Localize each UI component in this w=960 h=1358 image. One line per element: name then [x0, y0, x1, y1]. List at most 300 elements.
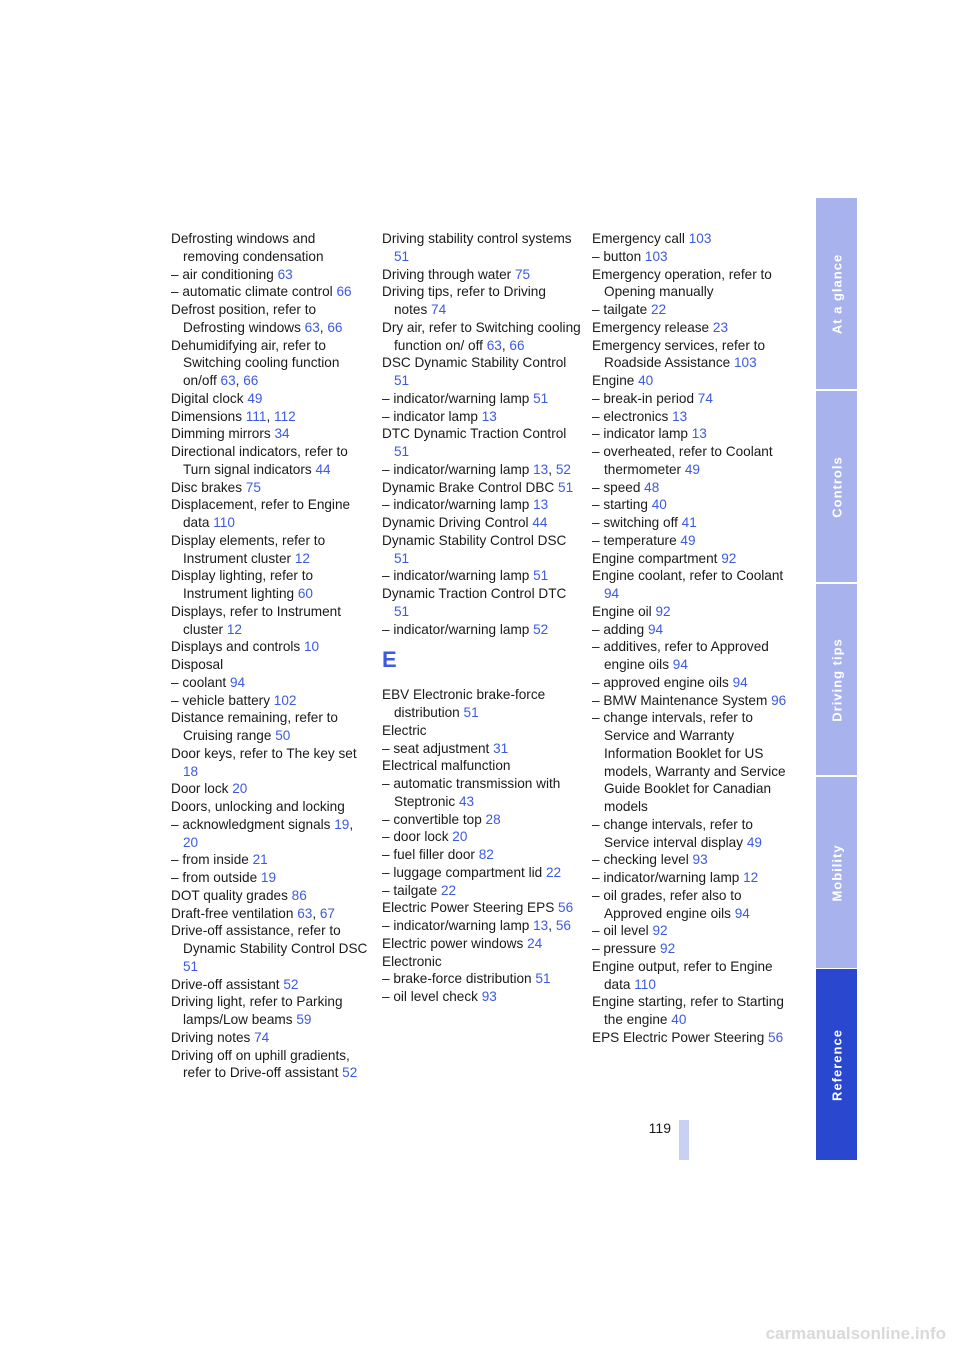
index-entry-text: – from outside	[171, 870, 258, 885]
page-link[interactable]: 19	[334, 816, 350, 832]
index-entry-text: – indicator/warning lamp	[382, 621, 530, 637]
page-link[interactable]: 51	[394, 444, 410, 459]
index-entry	[592, 248, 792, 266]
index-entry	[592, 674, 792, 692]
index-entry-text: Dry air, refer to Switching cooling function on/ off	[382, 319, 581, 353]
index-entry: Draft-free ventilation 63, 67	[171, 905, 335, 921]
tab-at-a-glance[interactable]	[816, 198, 857, 389]
page-link[interactable]: 40	[651, 497, 667, 513]
index-entry	[382, 970, 582, 988]
index-entry-text: – indicator/warning lamp	[382, 390, 530, 406]
index-entry-text: Dimming mirrors	[171, 426, 271, 442]
index-entry	[171, 1029, 371, 1047]
page-link[interactable]: 66	[327, 319, 343, 335]
index-entry	[592, 993, 792, 1029]
page-link[interactable]: 34	[274, 426, 290, 442]
index-entry	[171, 479, 371, 497]
page-link[interactable]: 51	[394, 373, 410, 388]
page-link[interactable]: 63	[297, 905, 313, 921]
index-entry	[592, 567, 792, 603]
page-link[interactable]: 51	[558, 479, 574, 495]
page-link[interactable]: 59	[296, 1012, 312, 1027]
index-entry-text: Distance remaining, refer to Cruising range	[171, 710, 338, 743]
page-link[interactable]: 52	[533, 621, 549, 637]
index-entry	[171, 674, 371, 692]
index-entry-text: – fuel filler door	[382, 847, 475, 862]
index-entry-text: Digital clock	[171, 390, 244, 406]
page-link[interactable]: 111	[245, 408, 267, 424]
page-link[interactable]: 12	[294, 550, 310, 566]
index-entry	[382, 532, 582, 568]
index-column-2	[382, 230, 582, 1006]
index-entry-text: DTC Dynamic Traction Control	[382, 426, 567, 442]
index-entry-text: Engine coolant, refer to Coolant	[592, 568, 784, 584]
index-entry	[382, 722, 582, 740]
index-entry	[592, 603, 792, 621]
index-entry	[592, 266, 792, 302]
index-entry-text: – seat adjustment	[382, 740, 490, 756]
page-link[interactable]: 20	[452, 829, 468, 845]
index-entry	[592, 887, 792, 923]
index-entry	[171, 496, 371, 532]
page-link[interactable]: 66	[243, 373, 259, 388]
page-number: 119	[648, 1120, 671, 1136]
index-entry	[171, 922, 371, 975]
index-entry	[171, 709, 371, 745]
index-entry-text: – starting	[592, 497, 648, 513]
index-entry-text: – indicator/warning lamp	[382, 568, 530, 584]
index-entry-text: Displays, refer to Instrument cluster	[171, 603, 341, 637]
page-link[interactable]: 28	[485, 811, 501, 827]
page-link[interactable]: 94	[229, 674, 246, 690]
page-link[interactable]: 13	[533, 461, 549, 477]
page-number-bar	[679, 1120, 689, 1160]
index-entry-text: – brake-force distribution	[382, 971, 532, 987]
page-link[interactable]: 40	[671, 1012, 687, 1027]
index-entry	[592, 958, 792, 994]
index-entry-text: Emergency operation, refer to Opening manually	[592, 266, 772, 300]
page-link[interactable]: 74	[431, 302, 447, 317]
index-entry-text: DOT quality grades	[171, 887, 288, 903]
index-entry-text: – luggage compartment lid	[382, 864, 543, 880]
index-entry-text: Driving light, refer to Parking lamps/Low beams	[171, 994, 343, 1027]
page-link[interactable]: 13	[533, 497, 549, 513]
index-entry-text: Driving off on uphill gradients, refer to Drive-off assistant	[171, 1047, 350, 1081]
page-link[interactable]: 22	[440, 882, 457, 898]
page-link[interactable]: 67	[319, 905, 335, 921]
index-entry-text: – indicator/warning lamp	[382, 461, 530, 477]
index-entry-text: Engine	[592, 373, 635, 388]
index-column-1	[171, 230, 371, 1082]
index-entry	[382, 828, 582, 846]
index-entry-text: Displays and controls	[171, 639, 301, 655]
index-entry-text: Driving notes	[171, 1029, 251, 1045]
index-entry-text: Dynamic Driving Control	[382, 515, 529, 530]
page-link[interactable]: 49	[746, 834, 762, 850]
tab-label: At a glance	[829, 253, 844, 334]
page-link[interactable]: 103	[688, 231, 712, 246]
index-entry	[382, 686, 582, 722]
page-link[interactable]: 92	[655, 603, 671, 619]
index-entry-text: Electric power windows	[382, 935, 524, 951]
index-entry	[382, 935, 582, 953]
index-entry	[382, 266, 582, 284]
index-entry	[592, 816, 792, 852]
page-link[interactable]: 96	[771, 692, 787, 708]
index-entry	[171, 692, 371, 710]
tab-label: Mobility	[829, 843, 844, 902]
page-link[interactable]: 110	[634, 976, 656, 992]
page-link[interactable]: 12	[226, 621, 242, 637]
section-sidebar	[816, 198, 857, 1160]
page-link[interactable]: 103	[733, 355, 757, 371]
page-link[interactable]: 44	[315, 461, 331, 477]
page-link[interactable]: 22	[650, 302, 667, 317]
index-entry-text: Directional indicators, refer to Turn signal indicators	[171, 444, 348, 477]
page-link[interactable]: 52	[555, 461, 571, 477]
index-entry-text: Draft-free ventilation	[171, 905, 294, 921]
page-link[interactable]: 94	[647, 621, 664, 637]
page-link[interactable]: 52	[342, 1065, 358, 1081]
page-link[interactable]: 102	[273, 692, 297, 708]
page-link[interactable]: 13	[533, 918, 549, 933]
index-entry-text: – indicator/warning lamp	[382, 497, 530, 513]
page-link[interactable]: 94	[672, 657, 688, 672]
index-entry	[171, 230, 371, 266]
index-entry-text: – tailgate	[382, 882, 438, 898]
index-entry-text: – indicator lamp	[592, 426, 688, 442]
index-letter-heading: E	[382, 647, 397, 673]
page-link[interactable]: 49	[680, 532, 696, 548]
page-link[interactable]: 51	[394, 550, 410, 566]
page-link[interactable]: 51	[533, 568, 549, 584]
index-entry-text: – oil level check	[382, 989, 478, 1004]
page-link[interactable]: 49	[684, 461, 700, 477]
index-entry	[382, 882, 582, 900]
index-entry	[171, 993, 371, 1029]
page-link[interactable]: 12	[743, 870, 759, 885]
index-entry-text: Disc brakes	[171, 479, 243, 495]
page-link[interactable]: 75	[245, 479, 261, 495]
index-entry-text: Dehumidifying air, refer to Switching cooling function on/off	[171, 337, 340, 388]
index-entry-text: – temperature	[592, 532, 677, 548]
index-entry	[382, 408, 582, 426]
index-entry	[592, 301, 792, 319]
index-entry	[592, 425, 792, 443]
index-entry	[592, 532, 792, 550]
index-entry	[382, 390, 582, 408]
index-entry	[382, 953, 582, 971]
index-entry-text: Dynamic Brake Control DBC	[382, 479, 555, 495]
index-entry	[171, 869, 371, 887]
page-link[interactable]: 51	[183, 958, 199, 974]
index-entry	[382, 621, 582, 639]
index-entry-text: Engine starting, refer to Starting the engine	[592, 994, 784, 1027]
tab-mobility[interactable]	[816, 777, 857, 968]
tab-label: Controls	[829, 455, 844, 518]
index-entry-text: Dimensions	[171, 408, 243, 424]
index-entry	[592, 550, 792, 568]
index-entry: – indicator/warning lamp 13, 56	[382, 918, 571, 933]
page-link[interactable]: 51	[394, 248, 410, 264]
index-entry-text: Displacement, refer to Engine data	[171, 497, 351, 530]
tab-label: Reference	[829, 1028, 844, 1101]
page-link[interactable]: 21	[252, 852, 268, 868]
page-link[interactable]: 93	[481, 989, 497, 1004]
index-entry	[382, 585, 582, 621]
index-entry-text: Display elements, refer to Instrument cluster	[171, 532, 326, 566]
index-entry-text: – tailgate	[592, 302, 648, 317]
index-entry	[382, 514, 582, 532]
index-entry	[382, 988, 582, 1006]
index-entry	[171, 638, 371, 656]
index-entry	[171, 283, 371, 301]
index-entry	[382, 283, 582, 319]
page-link[interactable]: 63	[220, 373, 236, 388]
index-entry-text: – checking level	[592, 852, 689, 868]
index-entry	[592, 337, 792, 373]
page-link[interactable]: 51	[535, 971, 551, 987]
index-entry: Defrost position, refer to Defrosting windows 63, 66	[171, 302, 343, 335]
index-entry	[171, 266, 371, 284]
page-link[interactable]: 86	[291, 887, 307, 903]
tab-label: Driving tips	[829, 637, 844, 722]
index-entry-text: – convertible top	[382, 811, 482, 827]
page-link[interactable]: 56	[558, 900, 574, 916]
index-entry	[171, 851, 371, 869]
page-link[interactable]: 82	[478, 847, 494, 862]
index-entry-text: Dynamic Stability Control DSC	[382, 532, 567, 548]
index-entry	[171, 443, 371, 479]
index-entry-text: Engine output, refer to Engine data	[592, 958, 773, 992]
index-entry-text: Door lock	[171, 781, 229, 797]
index-entry-text: – button	[592, 248, 642, 264]
page-link[interactable]: 50	[275, 728, 291, 743]
index-entry-text: Electronic	[382, 953, 442, 969]
tab-reference[interactable]	[816, 969, 857, 1160]
index-entry: – indicator/warning lamp 13, 52	[382, 461, 571, 477]
page-link[interactable]: 94	[732, 674, 748, 690]
index-column-3	[592, 230, 792, 1047]
index-entry-text: – additives, refer to Approved engine oils	[592, 639, 769, 672]
page-link[interactable]: 24	[527, 935, 543, 951]
page-link[interactable]: 93	[692, 852, 708, 868]
index-entry-text: – indicator/warning lamp	[592, 870, 740, 885]
index-entry-text: – acknowledgment signals	[171, 816, 331, 832]
index-entry-text: Drive-off assistance, refer to Dynamic Stability Control DSC	[171, 923, 368, 956]
index-entry-text: Defrosting windows and removing condensation	[171, 231, 324, 264]
index-entry-text: Disposal	[171, 657, 224, 672]
index-entry-text: Engine oil	[592, 603, 652, 619]
index-entry	[171, 567, 371, 603]
index-entry-text: – break-in period	[592, 390, 695, 406]
index-entry	[382, 846, 582, 864]
index-entry	[382, 775, 582, 811]
index-entry	[382, 740, 582, 758]
index-entry-text: Driving through water	[382, 266, 512, 282]
page-link[interactable]: 75	[514, 266, 531, 282]
index-entry	[592, 479, 792, 497]
page-link[interactable]: 74	[254, 1029, 270, 1045]
page-link[interactable]: 63	[304, 319, 320, 335]
index-entry	[171, 390, 371, 408]
index-entry-text: – from inside	[171, 852, 249, 868]
index-entry	[382, 899, 582, 917]
index-entry	[592, 514, 792, 532]
index-entry-text: Display lighting, refer to Instrument lighting	[171, 568, 314, 601]
index-entry-text: – oil grades, refer also to Approved engine oils	[592, 887, 742, 921]
page-link[interactable]: 23	[712, 319, 729, 335]
index-entry	[592, 372, 792, 390]
page-link[interactable]: 44	[532, 515, 548, 530]
index-entry-text: – speed	[592, 479, 641, 495]
index-entry: Dry air, refer to Switching cooling function on/ off 63, 66	[382, 319, 581, 353]
index-entry	[592, 940, 792, 958]
page-link[interactable]: 10	[303, 639, 320, 655]
index-entry-text: – automatic climate control	[171, 284, 333, 300]
index-entry	[382, 230, 582, 266]
index-entry	[382, 479, 582, 497]
tab-controls[interactable]	[816, 391, 857, 582]
index-entry	[592, 408, 792, 426]
index-entry	[171, 532, 371, 568]
page-link[interactable]: 60	[297, 586, 313, 601]
index-entry-text: – air conditioning	[171, 266, 274, 282]
index-entry	[592, 638, 792, 674]
index-entry-text: – BMW Maintenance System	[592, 692, 768, 708]
index-entry	[382, 425, 582, 461]
index-entry-text: Doors, unlocking and locking	[171, 799, 345, 814]
page-link[interactable]: 49	[247, 390, 263, 406]
index-entry: Dehumidifying air, refer to Switching cooling function on/off 63, 66	[171, 337, 340, 388]
page-link[interactable]: 103	[644, 248, 668, 264]
index-entry	[382, 354, 582, 390]
page-link[interactable]: 63	[486, 337, 502, 353]
index-entry	[592, 692, 792, 710]
index-entry-text: Emergency release	[592, 319, 710, 335]
index-entry-text: Door keys, refer to The key set	[171, 745, 357, 761]
index-entry-text: – adding	[592, 621, 645, 637]
index-entry	[171, 1047, 371, 1083]
page-link[interactable]: 41	[681, 515, 697, 530]
page-link[interactable]: 56	[768, 1029, 784, 1045]
index-entry-text: DSC Dynamic Stability Control	[382, 355, 567, 371]
index-entry	[592, 390, 792, 408]
page-link[interactable]: 13	[691, 426, 707, 442]
page-link[interactable]: 19	[260, 870, 277, 885]
index-entry-text: – automatic transmission with Steptronic	[382, 776, 561, 809]
page-link[interactable]: 20	[232, 781, 248, 797]
index-entry	[382, 811, 582, 829]
index-entry-text: Electrical malfunction	[382, 758, 511, 774]
page-link[interactable]: 92	[721, 550, 737, 566]
index-entry	[592, 709, 792, 816]
page-link[interactable]: 63	[277, 266, 293, 282]
index-entry-text: Dynamic Traction Control DTC	[382, 586, 567, 601]
watermark: carmanualsonline.info	[765, 1324, 946, 1343]
page-link[interactable]: 13	[481, 408, 497, 424]
tab-driving-tips[interactable]	[816, 584, 857, 775]
index-entry-text: Engine compartment	[592, 550, 718, 566]
page-link[interactable]: 20	[183, 834, 199, 850]
index-entry-text: – vehicle battery	[171, 692, 270, 708]
page-link[interactable]: 94	[604, 586, 620, 601]
page-link[interactable]: 51	[533, 390, 549, 406]
page-link[interactable]: 92	[660, 941, 676, 956]
index-entry	[592, 230, 792, 248]
page-link[interactable]: 66	[336, 284, 352, 300]
index-entry	[171, 780, 371, 798]
page-link[interactable]: 94	[734, 905, 750, 921]
page-link[interactable]: 22	[545, 864, 562, 880]
page-link[interactable]: 31	[493, 740, 509, 756]
page-link[interactable]: 56	[555, 918, 571, 933]
index-entry-text: Electric	[382, 722, 427, 738]
index-entry-text: – oil level	[592, 923, 649, 939]
page-link[interactable]: 18	[183, 763, 199, 779]
index-entry	[171, 745, 371, 781]
index-entry-text: EBV Electronic brake-force distribution	[382, 687, 546, 720]
index-entry-text: – door lock	[382, 829, 449, 845]
index-entry	[592, 1029, 792, 1047]
index-entry-text: Defrost position, refer to Defrosting windows	[171, 302, 317, 335]
page-link[interactable]: 43	[459, 793, 475, 809]
page-link[interactable]: 13	[672, 408, 688, 424]
index-entry-text: EPS Electric Power Steering	[592, 1029, 765, 1045]
page-link[interactable]: 51	[463, 705, 479, 720]
index-entry-text: Electric Power Steering EPS	[382, 900, 555, 916]
index-entry-text: – indicator/warning lamp	[382, 918, 530, 933]
index-entry-text: Driving tips, refer to Driving notes	[382, 284, 546, 317]
index-entry	[382, 757, 582, 775]
index-entry	[382, 864, 582, 882]
page-link[interactable]: 40	[638, 373, 654, 388]
index-entry	[592, 319, 792, 337]
index-entry	[592, 851, 792, 869]
index-entry	[592, 922, 792, 940]
index-entry-text: – approved engine oils	[592, 674, 729, 690]
page-link[interactable]: 66	[509, 337, 525, 353]
index-entry	[382, 496, 582, 514]
index-entry-text: – coolant	[171, 674, 227, 690]
index-entry: Dimensions 111, 112	[171, 408, 296, 424]
index-entry-text: – indicator lamp	[382, 408, 478, 424]
index-entry	[592, 496, 792, 514]
page-link[interactable]: 110	[213, 515, 235, 530]
index-entry	[382, 567, 582, 585]
index-entry	[592, 869, 792, 887]
index-entry-text: – change intervals, refer to Service interval display	[592, 816, 753, 850]
page-link[interactable]: 48	[644, 479, 660, 495]
page-link[interactable]: 92	[652, 923, 668, 939]
index-entry-text: – pressure	[592, 941, 657, 956]
index-entry	[171, 656, 371, 674]
index-entry-text: – switching off	[592, 515, 678, 530]
index-entry-text: Driving stability control systems	[382, 231, 572, 246]
index-entry-text: Drive-off assistant	[171, 976, 280, 992]
index-entry-text: – electronics	[592, 408, 669, 424]
page-link[interactable]: 74	[697, 390, 713, 406]
index-entry	[171, 976, 371, 994]
page-link[interactable]: 52	[283, 976, 299, 992]
page-link[interactable]: 112	[274, 408, 296, 424]
index-entry-text: Emergency call	[592, 231, 685, 246]
index-entry	[171, 425, 371, 443]
index-entry-text: – overheated, refer to Coolant thermometer	[592, 444, 773, 477]
index-entry: – acknowledgment signals 19, 20	[171, 816, 354, 850]
page-link[interactable]: 51	[394, 603, 410, 619]
index-entry	[171, 887, 371, 905]
